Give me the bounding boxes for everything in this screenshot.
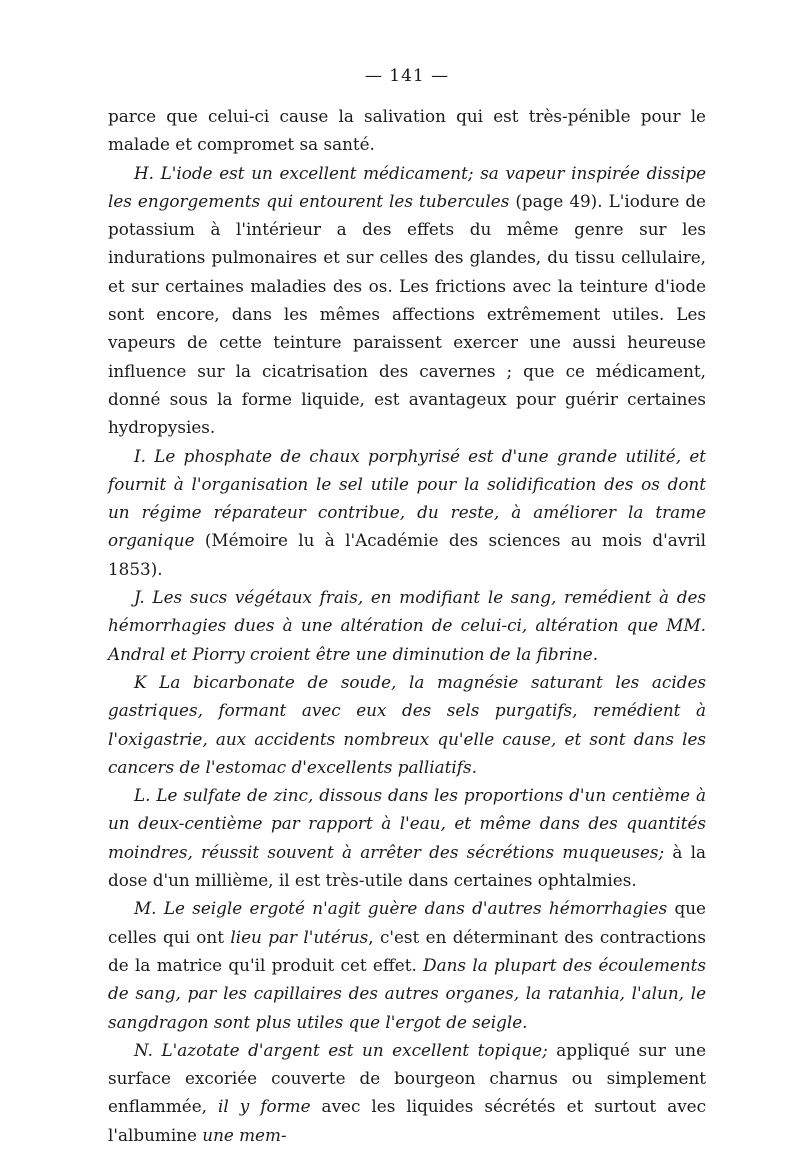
text-run: , c'est en déterminant des contractions de la matrice qu'il produit cet effet. [108,926,706,975]
italic-run: L. Le sulfate de zinc, dissous dans les proportions d'un centième à un deux-centième par rapport à l'eau, et même dans des quantités moindres, réussit souvent à arrêter des sécrétions muqueuses; [108,785,706,862]
document-page [108,66,706,1149]
paragraph [108,1036,706,1149]
paragraph [108,442,706,583]
italic-run: N. L'azotate d'argent est un excellent topique; [134,1039,548,1060]
paragraph [108,583,706,668]
paragraph [108,159,706,442]
text-run: appliqué sur une surface excoriée couverte de bourgeon charnus ou simplement enflammée, [108,1039,707,1117]
text-run: (page 49). L'iodure de potassium à l'intérieur a des effets du même genre sur les indurations pulmonaires et sur celles des glandes, du tissu cellulaire, et sur certaines maladies des os. Les frictions avec la teinture d'iode sont encore, dans les mêmes affections extrêmement utiles. Les vapeurs de cette teinture paraissent exercer une aussi heureuse influence sur la cicatrisation des cavernes ; que ce médicament, donné sous la forme liquide, est avantageux pour guérir certaines hydropysies. [108,190,706,438]
italic-run: I. Le phosphate de chaux porphyrisé est d'une grande utilité, et fournit à l'organisation le sel utile pour la solidification des os dont un régime réparateur contribue, du reste, à améliorer la trame organique [108,445,706,551]
text-run: à la dose d'un millième, il est très-utile dans certaines ophtalmies. [108,841,706,891]
italic-run: K La bicarbonate de soude, la magnésie saturant les acides gastriques, formant avec eux des sels purgatifs, remédient à l'oxigastrie, aux accidents nombreux qu'elle cause, et sont dans les cancers de l'estomac d'excellents palliatifs. [108,671,706,777]
italic-run: J. Les sucs végétaux frais, en modifiant le sang, remédient à des hémorrhagies dues à une altération de celui-ci, altération que MM. Andral et Piorry croient être une diminution de la fibrine. [108,587,706,664]
italic-run: M. Le seigle ergoté n'agit guère dans d'autres hémorrhagies [134,898,668,919]
text-run: que celles qui ont [108,898,706,947]
body-text [108,102,706,1149]
text-run: (Mémoire lu à l'Académie des sciences au mois d'avril 1853). [108,530,706,579]
paragraph [108,894,706,1035]
page-number: — 141 — [364,66,450,86]
italic-run: Dans la plupart des écoulements de sang, par les capillaires des autres organes, la ratanhia, l'alun, le sangdragon sont plus utiles que l'ergot de seigle. [108,954,706,1032]
paragraph [108,781,706,894]
text-run: parce que celui-ci cause la salivation qui est très-pénible pour le malade et compromet sa santé. [108,106,706,155]
italic-run: une mem- [202,1124,287,1145]
text-run: avec les liquides sécrétés et surtout avec l'albumine [108,1096,707,1145]
paragraph [108,102,706,159]
italic-run: il y forme [218,1096,311,1117]
paragraph [108,668,706,781]
italic-run: H. L'iode est un excellent médicament; sa vapeur inspirée dissipe les engorgements qui entourent les tubercules [108,162,706,211]
italic-run: lieu par l'utérus [230,926,369,947]
